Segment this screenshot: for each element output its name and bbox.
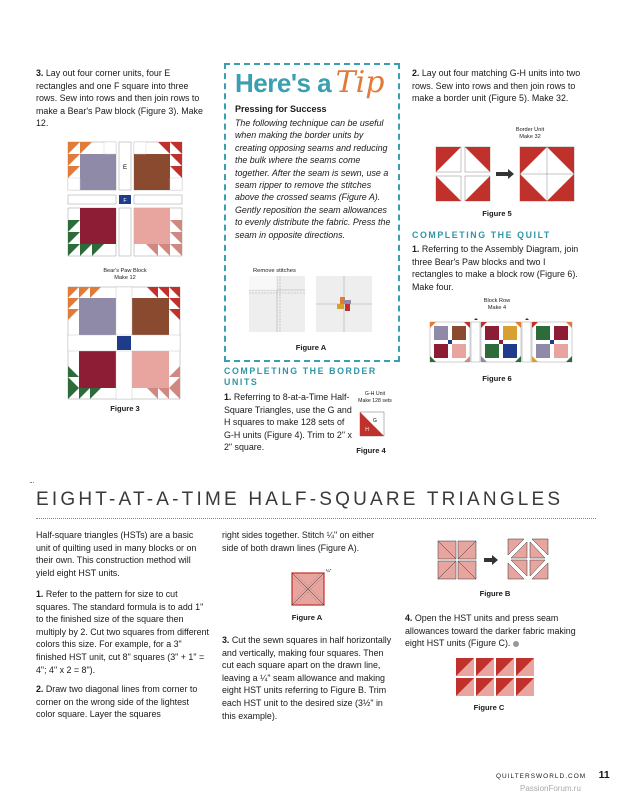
block-name: Bear's Paw Block bbox=[103, 268, 147, 274]
figure-b-diagram bbox=[434, 537, 556, 583]
col3-step2-paragraph bbox=[412, 67, 582, 105]
block-row-block bbox=[430, 322, 470, 362]
label-e: E bbox=[122, 165, 128, 171]
step-text: Lay out four matching G-H units into two rows. Sew into rows and then join rows to make a border unit (Figure 5). Make 32. bbox=[412, 68, 581, 104]
arrow-icon bbox=[484, 555, 498, 565]
arrow-icon bbox=[496, 169, 514, 179]
section-rule bbox=[36, 518, 596, 519]
tip-title-text: Here's a bbox=[235, 68, 332, 98]
gh-name: G-H Unit bbox=[364, 391, 386, 397]
bears-paw-exploded-diagram bbox=[60, 140, 190, 270]
step-number: 2. bbox=[36, 684, 44, 694]
border-heading: COMPLETING THE BORDER UNITS bbox=[224, 366, 377, 387]
figure3-caption: Figure 3 bbox=[110, 404, 140, 413]
border-unit-label bbox=[505, 127, 555, 140]
eight-figure-a-caption: Figure A bbox=[291, 613, 323, 622]
watermark: PassionForum.ru bbox=[520, 784, 581, 793]
block-row-block bbox=[532, 322, 572, 362]
figure6-caption: Figure 6 bbox=[482, 374, 512, 383]
figure-c-diagram bbox=[455, 657, 537, 697]
hst-figure-a-diagram bbox=[289, 567, 332, 607]
eight-step3-paragraph bbox=[222, 634, 392, 722]
hst-cut-square bbox=[438, 541, 476, 579]
border-step1-paragraph bbox=[224, 391, 352, 454]
tip-body: The following technique can be useful when making the border units by creating opposing seams and reducing the bulk where the seams come together. After the seam is sewn, use a seam ripper to remove the stitches above the crossed seams (Figure A). Gently reposition the seam allowances to evenly distribute the fabric. Press the seam in opposite directions. bbox=[235, 118, 391, 240]
corner-unit bbox=[68, 208, 116, 256]
gh-unit-diagram bbox=[360, 412, 384, 436]
corner-unit bbox=[134, 142, 182, 190]
page-footer bbox=[496, 765, 610, 783]
arrow-icon bbox=[474, 318, 478, 320]
rule-left bbox=[30, 482, 34, 483]
arrow-icon bbox=[525, 318, 529, 320]
eight-step2-paragraph bbox=[36, 683, 209, 721]
quarter-inch-label: ¼" bbox=[326, 568, 332, 573]
figure-a-left-diagram bbox=[249, 276, 305, 332]
figure-b-caption: Figure B bbox=[479, 589, 511, 598]
i-rectangle bbox=[471, 322, 480, 362]
step-text: Open the HST units and press seam allowances toward the darker fabric making eight HST units (Figure C). bbox=[405, 613, 576, 649]
quilt-heading: COMPLETING THE QUILT bbox=[412, 230, 551, 240]
step-number: 1. bbox=[224, 392, 232, 402]
step-text: Cut the sewn squares in half horizontally and vertically, making four squares. Then cut each square apart on the drawn line, leaving a ¼" seam allowance and making eight HST units referring to Figure B. Trim each HST unit to the desired size (3½" in this example). bbox=[222, 635, 392, 721]
step-number: 1. bbox=[412, 244, 420, 254]
g-label: G bbox=[373, 418, 377, 424]
page-number: 11 bbox=[598, 769, 610, 781]
e-rectangle bbox=[119, 208, 131, 256]
label-f: F bbox=[123, 198, 127, 204]
corner-unit bbox=[134, 208, 182, 256]
figure6-diagram bbox=[430, 318, 575, 368]
gh-unit-label bbox=[353, 391, 397, 404]
hst-units bbox=[456, 658, 534, 696]
tip-title bbox=[235, 65, 384, 100]
eight-step4-paragraph bbox=[405, 612, 585, 650]
figure5-diagram bbox=[436, 145, 578, 205]
step-number: 3. bbox=[222, 635, 230, 645]
figure4-caption: Figure 4 bbox=[356, 446, 386, 455]
eight-step2-continued: right sides together. Stitch ¼" on either side of both drawn lines (Figure A). bbox=[222, 530, 375, 553]
gh-make: Make 128 sets bbox=[358, 397, 392, 404]
step-number: 3. bbox=[36, 68, 44, 78]
eight-heading: EIGHT-AT-A-TIME HALF-SQUARE TRIANGLES bbox=[36, 489, 564, 510]
figure-c-caption: Figure C bbox=[473, 703, 505, 712]
footer-site: QUILTERSWORLD.COM bbox=[496, 773, 587, 780]
hst-separated bbox=[508, 539, 548, 579]
eight-step1-paragraph bbox=[36, 588, 209, 676]
step-text: Referring to 8-at-a-Time Half-Square Triangles, use the G and H squares to make 128 sets of G-H units (Figure 4). Trim to 2" x 2" square. bbox=[224, 392, 352, 453]
tip-title-script: Tip bbox=[335, 65, 385, 100]
e-rectangle bbox=[68, 195, 116, 204]
step-text: Refer to the pattern for size to cut squares. The standard formula is to add 1" to the finished size of the square then multiply by 2. Cut two squares from different colors this size. For example, for a 3" finished HST unit, cut 8" squares (3" + 1" = 4"; 4" x 2 = 8"). bbox=[36, 589, 209, 675]
border-unit bbox=[520, 147, 574, 201]
block-make: Make 12 bbox=[114, 274, 136, 281]
step-text: Referring to the Assembly Diagram, join three Bear's Paw blocks and two I rectangles to make a block row (Figure 6). Make four. bbox=[412, 244, 579, 292]
block-row-label bbox=[472, 298, 522, 311]
tip-box bbox=[224, 63, 400, 362]
tip-figure-a-caption: Figure A bbox=[295, 343, 327, 352]
tip-subtitle: Pressing for Success bbox=[235, 104, 327, 114]
eight-intro: Half-square triangles (HSTs) are a basic unit of quilting used in many blocks or on their own. This construction method will yield eight HST units. bbox=[36, 530, 197, 578]
block-row-make: Make 4 bbox=[487, 304, 507, 311]
e-rectangle bbox=[134, 195, 182, 204]
bears-paw-block-diagram bbox=[68, 287, 180, 399]
border-unit-make: Make 32 bbox=[519, 133, 541, 140]
step-text: Draw two diagonal lines from corner to corner on the wrong side of the lightest color square. Layer the squares bbox=[36, 684, 198, 720]
border-unit-name: Border Unit bbox=[515, 127, 545, 133]
figure5-caption: Figure 5 bbox=[482, 209, 512, 218]
remove-stitches-label: Remove stitches bbox=[253, 268, 296, 274]
step-number: 4. bbox=[405, 613, 413, 623]
block-label bbox=[90, 268, 160, 281]
block-row-name: Block Row bbox=[483, 298, 511, 304]
step-text: Lay out four corner units, four E rectangles and one F square into three rows. Sew into rows and then join rows to make a Bear's Paw block (Figure 3). Make 12. bbox=[36, 68, 203, 129]
block-row-block bbox=[481, 322, 521, 362]
step-number: 1. bbox=[36, 589, 44, 599]
corner-unit bbox=[68, 142, 116, 190]
h-label: H bbox=[365, 427, 369, 433]
i-rectangle bbox=[522, 322, 531, 362]
step3-paragraph bbox=[36, 67, 211, 130]
end-mark-icon bbox=[513, 641, 519, 647]
hst-layout bbox=[436, 147, 490, 201]
figure-a-right-diagram bbox=[316, 276, 372, 332]
quilt-step1-paragraph bbox=[412, 243, 582, 293]
step-number: 2. bbox=[412, 68, 420, 78]
